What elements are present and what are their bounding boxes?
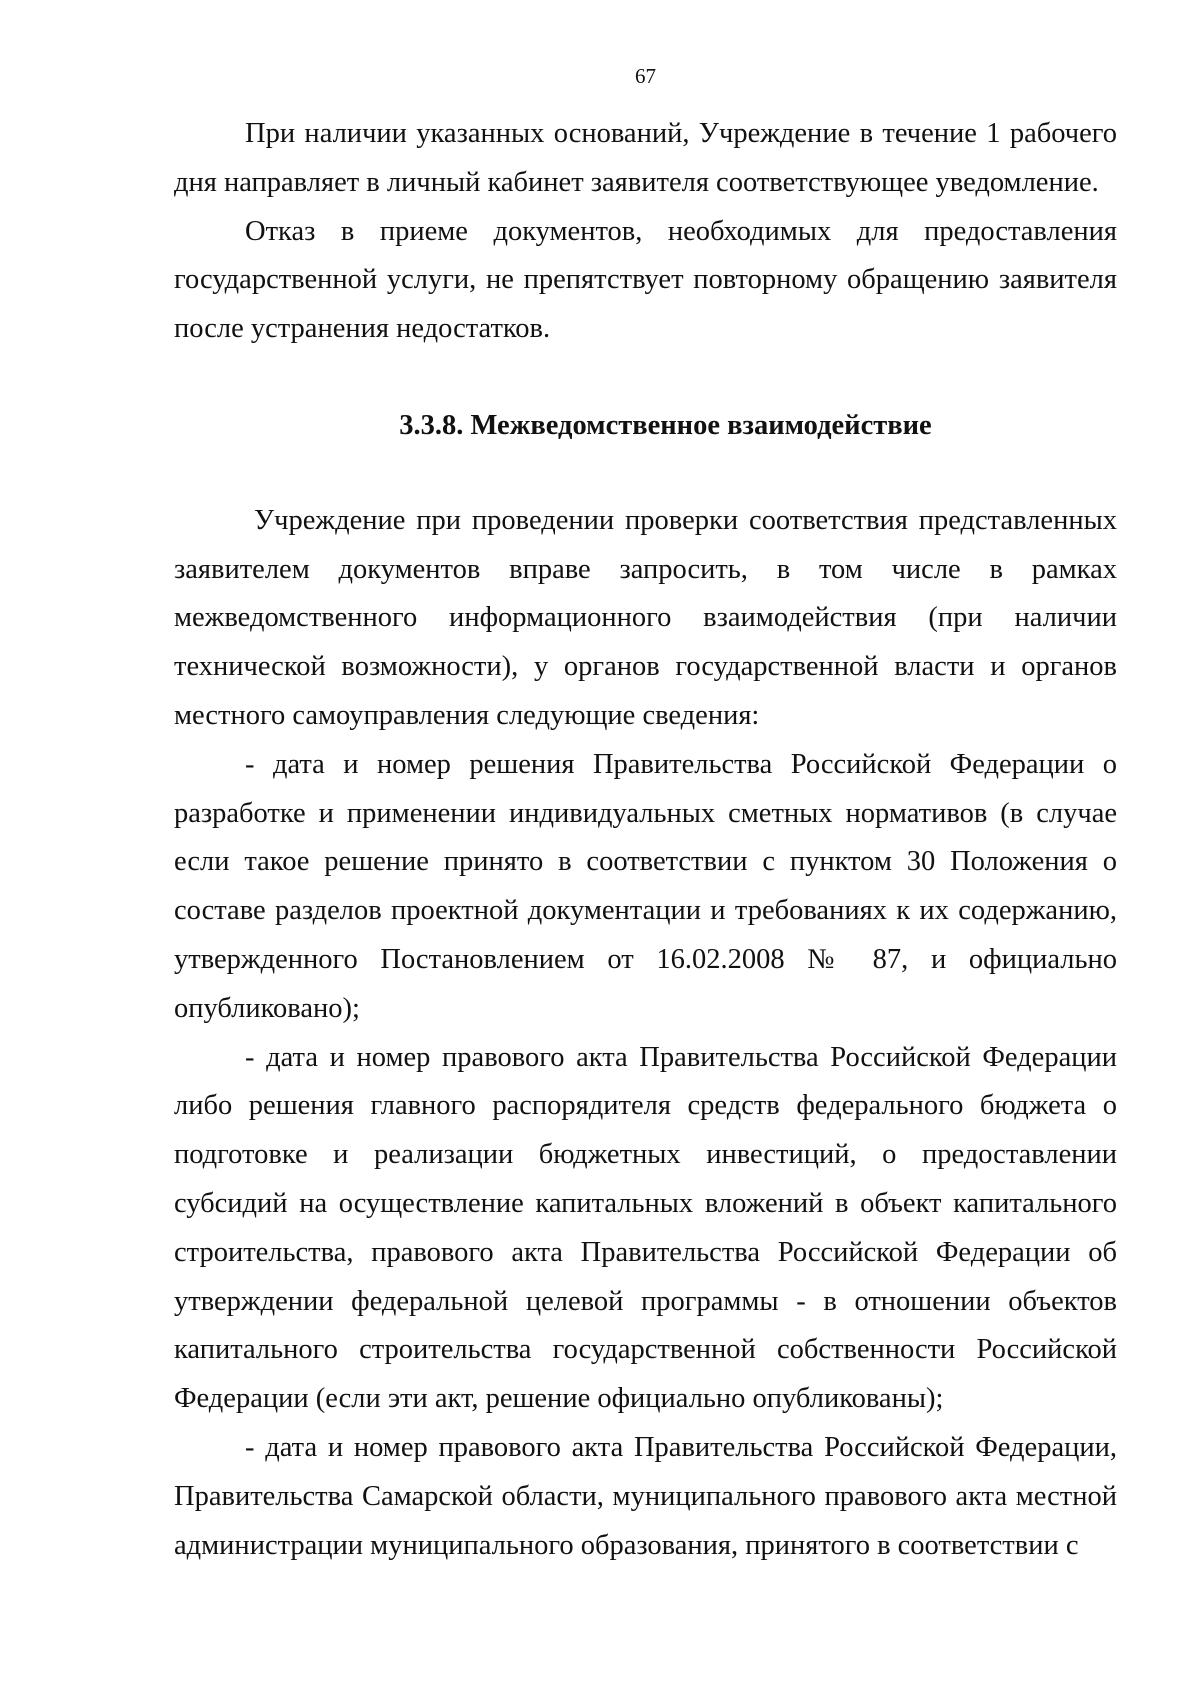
list-item-regional-act: - дата и номер правового акта Правительства Российской Федерации, Правительства Самарской области, муниципального правового акта местной администрации муниципального образования, принятого в соответствии с — [174, 1431, 1117, 1561]
paragraph-interagency-request: Учреждение при проведении проверки соответствия представленных заявителем документов вправе запросить, в том числе в рамках межведомственного информационного взаимодействия (при наличии технической возможности), у органов государственной власти и органов местного самоуправления следующие сведения: — [174, 504, 1117, 731]
section-heading: 3.3.8. Межведомственное взаимодействие — [399, 409, 932, 441]
paragraph-refusal: Отказ в приеме документов, необходимых для предоставления государственной услуги, не препятствует повторному обращению заявителя после устранения недостатков. — [174, 215, 1117, 345]
list-item-federal-investments: - дата и номер правового акта Правительства Российской Федерации либо решения главного распорядителя средств федерального бюджета о подготовке и реализации бюджетных инвестиций, о предоставлении субсидий на осуществление капитальных вложений в объект капитального строительства, правового акта Правительства Российской Федерации об утверждении федеральной целевой программы - в отношении объектов капитального строительства государственной собственности Российской Федерации (если эти акт, решение официально опубликованы); — [174, 1041, 1117, 1415]
paragraph-notification: При наличии указанных оснований, Учреждение в течение 1 рабочего дня направляет в личный кабинет заявителя соответствующее уведомление. — [174, 118, 1117, 198]
page-number: 67 — [635, 64, 656, 88]
document-body — [174, 110, 1117, 1570]
list-item-estimate-norms: - дата и номер решения Правительства Российской Федерации о разработке и применении индивидуальных сметных нормативов (в случае если такое решение принято в соответствии с пунктом 30 Положения о составе разделов проектной документации и требованиях к их содержанию, утвержденного Постановлением от 16.02.2008 № 87, и официально опубликовано); — [174, 748, 1117, 1024]
spacer — [174, 451, 1117, 497]
spacer — [174, 354, 1117, 402]
